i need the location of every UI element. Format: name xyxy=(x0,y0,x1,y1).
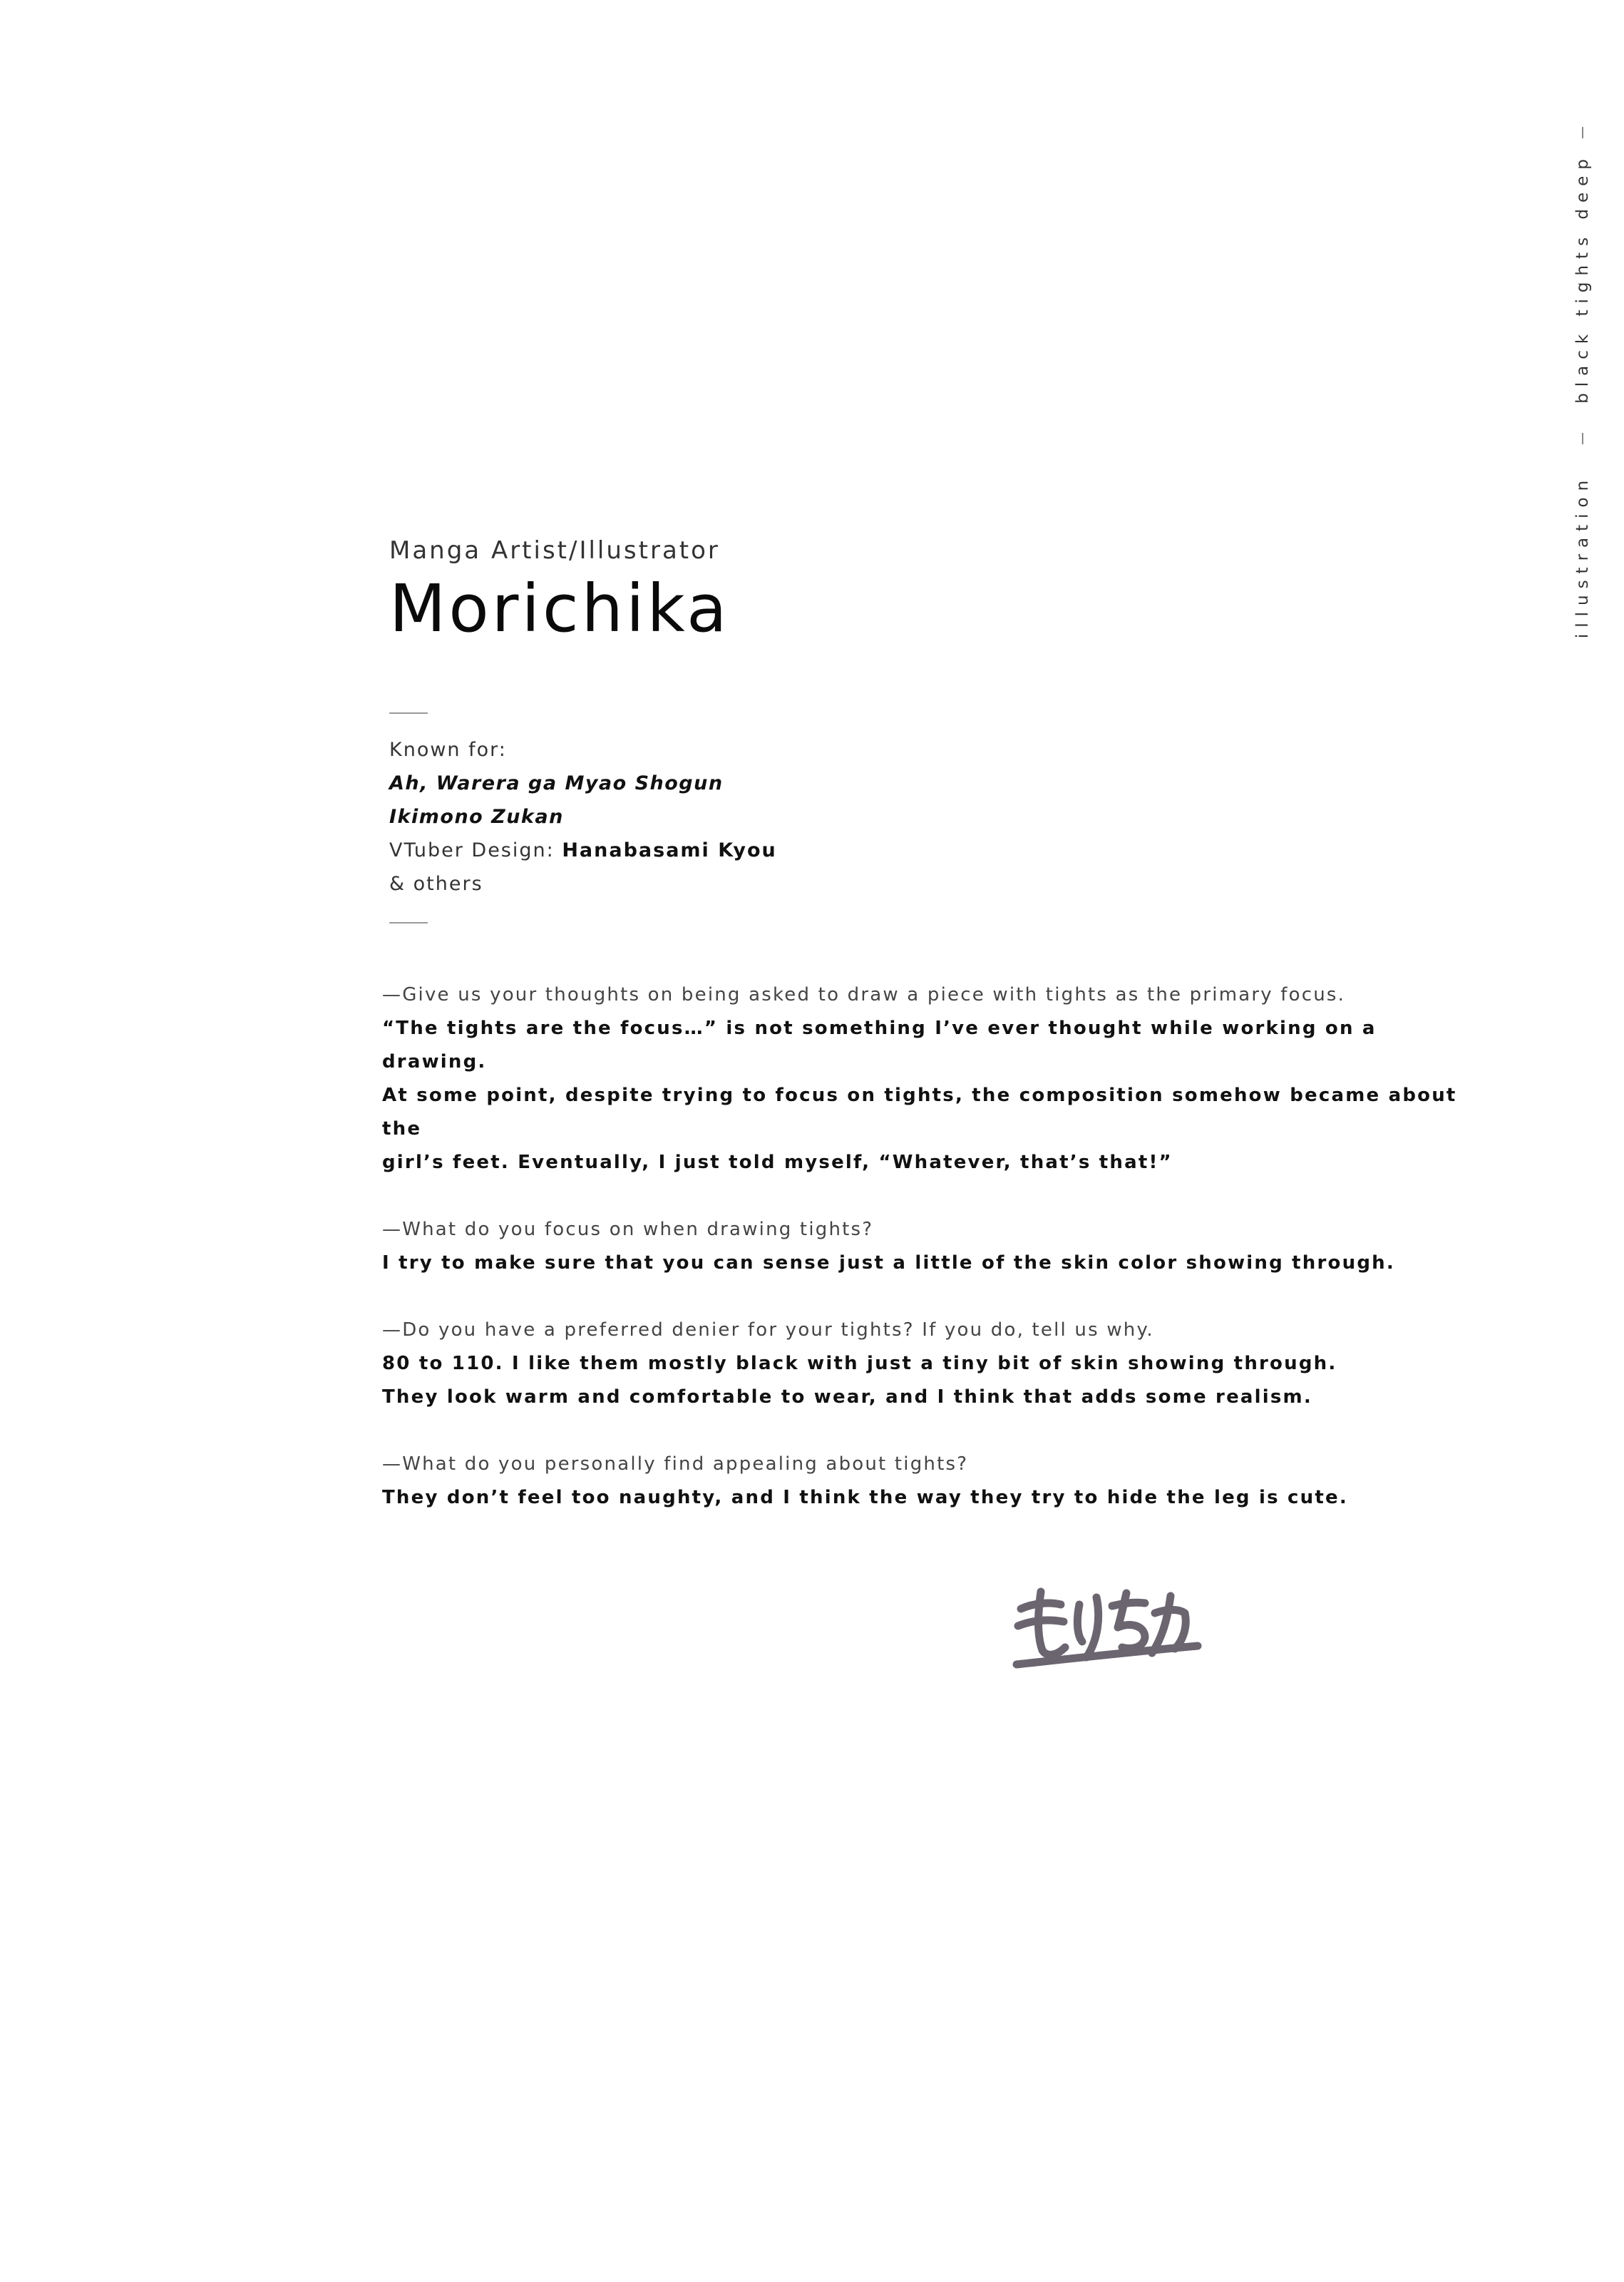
work-title: Ikimono Zukan xyxy=(389,806,564,828)
interview-answer-line: 80 to 110. I like them mostly black with just a tiny bit of skin showing through. xyxy=(382,1353,1337,1374)
interview-answer-line: At some point, despite trying to focus on tights, the composition somehow became about the xyxy=(382,1085,1457,1140)
interview-question: —Do you have a preferred denier for your tights? If you do, tell us why. xyxy=(382,1319,1154,1341)
divider-top xyxy=(389,712,428,714)
interview-question: —What do you personally find appealing about tights? xyxy=(382,1453,969,1475)
label-top-divider xyxy=(1582,127,1583,138)
others-text: & others xyxy=(389,873,483,895)
interview-answer-line: They look warm and comfortable to wear, and I think that adds some realism. xyxy=(382,1386,1312,1408)
interview-answer-line: They don’t feel too naughty, and I think the way they try to hide the leg is cute. xyxy=(382,1487,1348,1508)
label-left-text: illustration xyxy=(1573,474,1592,639)
interview-section xyxy=(382,978,1466,1515)
interview-answer-line: girl’s feet. Eventually, I just told myself, “Whatever, that’s that!” xyxy=(382,1152,1173,1173)
vtuber-design-line xyxy=(389,834,777,867)
known-for-label: Known for: xyxy=(389,739,507,761)
artist-role: Manga Artist/Illustrator xyxy=(389,536,720,565)
artist-name: Morichika xyxy=(389,570,730,647)
work-title: Ah, Warera ga Myao Shogun xyxy=(389,772,724,794)
vertical-section-label xyxy=(1554,114,1611,656)
vtuber-design-label: VTuber Design: xyxy=(389,839,562,861)
interview-answer-line: “The tights are the focus…” is not something I’ve ever thought while working on a drawing. xyxy=(382,1018,1377,1073)
interview-answer-line: I try to make sure that you can sense just a little of the skin color showing through. xyxy=(382,1252,1395,1274)
label-right-text: black tights deep xyxy=(1573,153,1592,404)
interview-question: —Give us your thoughts on being asked to draw a piece with tights as the primary focus. xyxy=(382,984,1346,1006)
divider-bottom xyxy=(389,922,428,923)
vtuber-design-name: Hanabasami Kyou xyxy=(562,839,777,861)
label-middle-divider xyxy=(1582,433,1583,444)
signature-image xyxy=(1005,1576,1205,1676)
interview-question: —What do you focus on when drawing tights? xyxy=(382,1219,874,1240)
known-for-section xyxy=(389,733,777,901)
